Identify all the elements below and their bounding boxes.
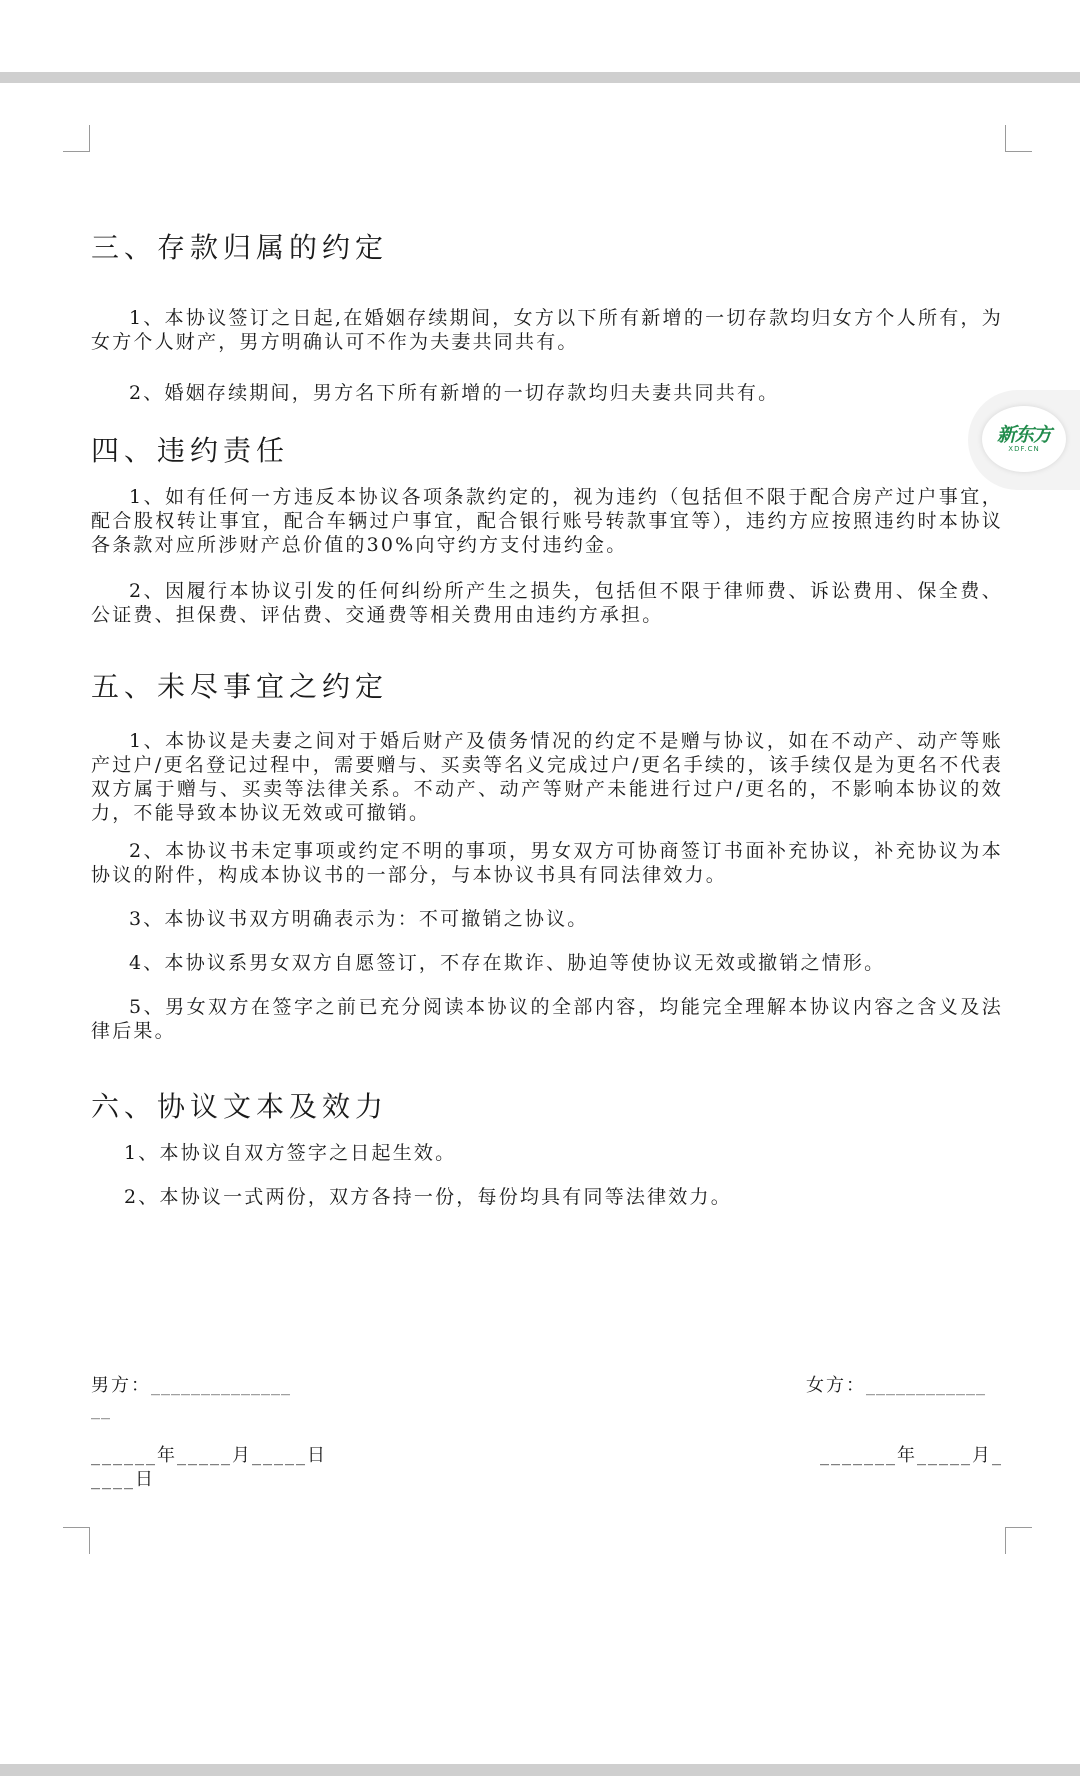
section-heading-validity: 六、协议文本及效力 — [91, 1090, 389, 1123]
male-signature-line — [91, 1374, 291, 1398]
document-content — [91, 128, 1003, 1209]
section-heading-liability: 四、违约责任 — [91, 434, 290, 467]
crop-mark-bottom-left — [63, 1527, 90, 1554]
brand-logo — [982, 406, 1066, 472]
brand-name: 新东方 — [996, 424, 1051, 446]
clause-3-1: 1、本协议签订之日起,在婚姻存续期间，女方以下所有新增的一切存款均归女方个人所有，为女方个人财产，男方明确认可不作为夫妻共同共有。 — [91, 307, 1003, 353]
female-signature-line — [806, 1374, 986, 1398]
male-signature-blank: ______________ — [151, 1375, 291, 1396]
brand-watermark — [968, 390, 1080, 490]
section-heading-deposits: 三、存款归属的约定 — [91, 231, 389, 264]
clause-4-2: 2、因履行本协议引发的任何纠纷所产生之损失，包括但不限于律师费、诉讼费用、保全费、公证费、担保费、评估费、交通费等相关费用由违约方承担。 — [91, 580, 1003, 626]
male-date-line: ______年_____月_____日 — [91, 1445, 327, 1466]
crop-mark-bottom-right — [1005, 1527, 1032, 1554]
clause-6-1: 1、本协议自双方签字之日起生效。 — [124, 1142, 457, 1164]
clause-5-4: 4、本协议系男女双方自愿签订，不存在欺诈、胁迫等使协议无效或撤销之情形。 — [129, 952, 886, 974]
female-date-line-wrap: ____日 — [91, 1469, 155, 1490]
section-heading-unresolved: 五、未尽事宜之约定 — [91, 670, 389, 703]
clause-5-1: 1、本协议是夫妻之间对于婚后财产及债务情况的约定不是赠与协议，如在不动产、动产等账产过户/更名登记过程中，需要赠与、买卖等名义完成过户/更名手续的，该手续仅是为更名不代表双方属于赠与、买卖等法律关系。不动产、动产等财产未能进行过户/更名的，不影响本协议的效力，不能导致本协议无效或可撤销。 — [91, 730, 1003, 824]
top-scroll-bar — [0, 72, 1080, 83]
male-signature-blank-wrap: __ — [91, 1399, 111, 1420]
female-signature-label: 女方： — [806, 1375, 866, 1396]
clause-5-5: 5、男女双方在签字之前已充分阅读本协议的全部内容，均能完全理解本协议内容之含义及法律后果。 — [91, 996, 1003, 1042]
crop-mark-top-left — [63, 125, 90, 152]
clause-3-2: 2、婚姻存续期间，男方名下所有新增的一切存款均归夫妻共同共有。 — [129, 382, 780, 404]
clause-5-2: 2、本协议书未定事项或约定不明的事项，男女双方可协商签订书面补充协议，补充协议为本协议的附件，构成本协议书的一部分，与本协议书具有同法律效力。 — [91, 840, 1003, 886]
brand-domain: XDF.CN — [1008, 445, 1040, 453]
bottom-scroll-bar — [0, 1764, 1080, 1776]
clause-4-1: 1、如有任何一方违反本协议各项条款约定的，视为违约（包括但不限于配合房产过户事宜，配合股权转让事宜，配合车辆过户事宜，配合银行账号转款事宜等），违约方应按照违约时本协议各条款对应所涉财产总价值的30%向守约方支付违约金。 — [91, 486, 1003, 556]
crop-mark-top-right — [1005, 125, 1032, 152]
male-signature-label: 男方： — [91, 1375, 151, 1396]
clause-5-3: 3、本协议书双方明确表示为：不可撤销之协议。 — [129, 908, 589, 930]
female-signature-blank: ____________ — [866, 1375, 986, 1396]
clause-6-2: 2、本协议一式两份，双方各持一份，每份均具有同等法律效力。 — [124, 1186, 732, 1208]
female-date-line: _______年_____月_ — [820, 1445, 1003, 1466]
